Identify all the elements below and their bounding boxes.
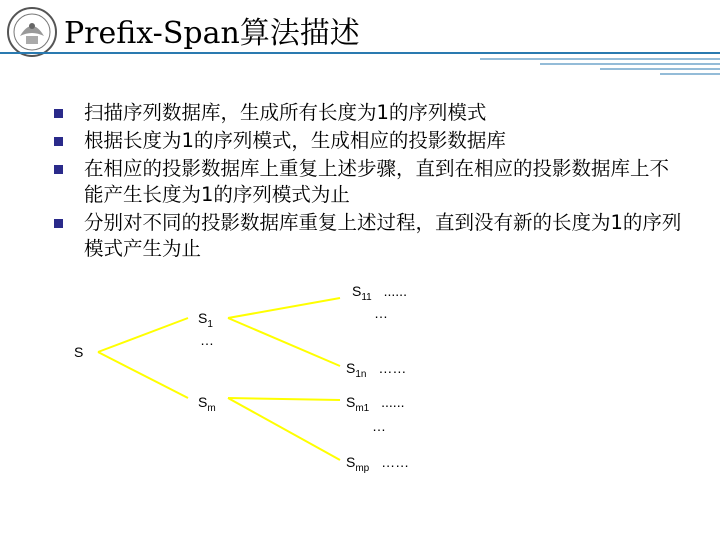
edge-sm-sm1: [228, 398, 340, 400]
tree-node-s11-dots: …: [374, 305, 388, 321]
step-text: 在相应的投影数据库上重复上述步骤，直到在相应的投影数据库上不能产生长度为1的序列模式为止: [84, 157, 670, 206]
edge-sm-smp: [228, 398, 340, 460]
tree-node-sm1-dots: …: [372, 418, 386, 434]
tree-node-s1n: $S_{1n}$ ……: [346, 360, 407, 380]
tree-node-smp: $S_{mp}$ ……: [346, 454, 410, 474]
tree-node-s11: $S_{11}$ ......: [352, 283, 407, 303]
edge-s1-s1n: [228, 318, 340, 366]
step-text: 根据长度为1的序列模式，生成相应的投影数据库: [84, 129, 506, 152]
tree-node-root: S: [74, 344, 84, 360]
edge-s-sm: [98, 352, 188, 398]
tree-node-s1: $S_1$: [198, 310, 213, 330]
edge-s1-s11: [228, 298, 340, 318]
tree-node-sm1: $S_{m1}$ ......: [346, 394, 405, 414]
step-text: 分别对不同的投影数据库重复上述过程，直到没有新的长度为1的序列模式产生为止: [84, 211, 682, 260]
page-title: Prefix-Span算法描述: [64, 16, 360, 51]
edge-s-s1: [98, 318, 188, 352]
step-text: 扫描序列数据库，生成所有长度为1的序列模式: [84, 101, 487, 124]
tree-node-s1-dots: …: [200, 332, 214, 348]
tree-node-sm: $S_m$: [198, 394, 216, 414]
